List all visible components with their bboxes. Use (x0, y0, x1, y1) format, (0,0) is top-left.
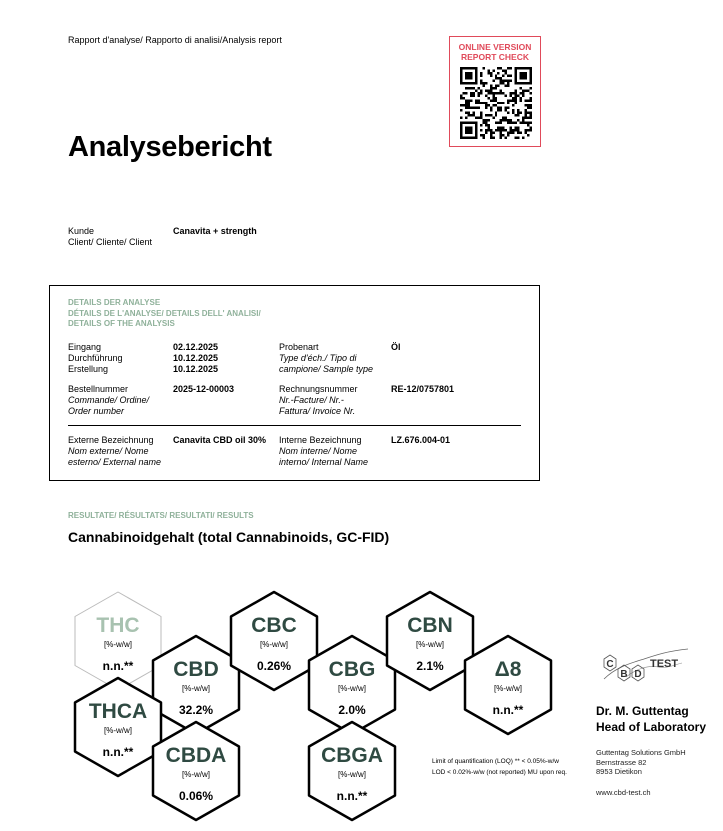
cannabinoid-value: 0.06% (178, 789, 214, 803)
details-heading-line3: DETAILS OF THE ANALYSIS (68, 319, 175, 328)
customer-label-de: Kunde (68, 226, 95, 236)
cannabinoid-unit: [%-w/w] (182, 770, 210, 779)
signatory-role: Head of Laboratory (596, 720, 707, 734)
results-title: Cannabinoidgehalt (total Cannabinoids, GC-FID) (68, 529, 390, 545)
executed-value: 10.12.2025 (173, 353, 219, 363)
qr-label (450, 42, 540, 62)
created-label: Erstellung (68, 364, 109, 374)
sample-type-label-de: Probenart (279, 342, 319, 352)
qr-code-icon[interactable] (460, 67, 532, 139)
loq-note-line1: Limit of quantification (LOQ) ** < 0.05%-w/w (432, 758, 559, 765)
signatory (596, 703, 706, 735)
invoice-value: RE-12/0757801 (391, 384, 455, 394)
cannabinoid-value: n.n.** (102, 659, 134, 673)
invoice-label (279, 384, 358, 417)
online-version-qr-box[interactable] (449, 36, 541, 147)
loq-note (432, 756, 567, 778)
details-heading (68, 298, 261, 330)
cannabinoid-unit: [%-w/w] (104, 640, 132, 649)
cbd-test-logo (596, 645, 696, 690)
signatory-name: Dr. M. Guttentag (596, 704, 689, 718)
page-title: Analysebericht (68, 131, 272, 163)
internal-name-label-it1: Nom interne/ Nome (279, 446, 358, 456)
details-heading-line2: DÉTAILS DE L'ANALYSE/ DETAILS DELL' ANALISI/ (68, 308, 261, 318)
created-value: 10.12.2025 (173, 364, 219, 374)
logo-word-test: TEST (650, 658, 679, 670)
sample-type-label-it1: Type d'éch./ Tipo di (279, 353, 357, 363)
cannabinoid-value: 32.2% (178, 703, 214, 717)
sample-type-label-it2: campione/ Sample type (279, 364, 374, 374)
logo-letter-b: B (620, 669, 628, 680)
external-name-label-it2: esterno/ External name (68, 457, 162, 467)
cannabinoid-hex-cbda (147, 716, 245, 826)
logo-letter-d: D (634, 669, 642, 680)
company-street: Bernstrasse 82 (596, 757, 647, 767)
company-city: 8953 Dietikon (596, 767, 642, 776)
dates-values (173, 342, 218, 375)
order-label (68, 384, 149, 417)
cannabinoid-unit: [%-w/w] (494, 684, 522, 693)
received-value: 02.12.2025 (173, 342, 219, 352)
customer-label (68, 226, 152, 248)
logo-letter-c: C (606, 659, 614, 670)
dates-labels (68, 342, 123, 375)
cannabinoid-name: THCA (88, 700, 148, 723)
cannabinoid-name: CBGA (321, 744, 383, 767)
company-website-link[interactable]: www.cbd-test.ch (596, 788, 651, 797)
cannabinoid-name: CBDA (165, 744, 227, 767)
cannabinoid-value: 2.1% (416, 659, 444, 673)
loq-note-line2: LOD < 0.02%-w/w (not reported) MU upon req. (432, 769, 567, 776)
internal-name-label (279, 435, 368, 468)
cannabinoid-value: n.n.** (102, 745, 134, 759)
cannabinoid-unit: [%-w/w] (416, 640, 444, 649)
internal-name-value: LZ.676.004-01 (391, 435, 451, 445)
cannabinoid-value: n.n.** (336, 789, 368, 803)
cannabinoid-hex-8 (459, 630, 557, 740)
results-heading: RESULTATE/ RÉSULTATS/ RESULTATI/ RESULTS (68, 511, 254, 520)
cannabinoid-name: THC (96, 614, 140, 637)
cannabinoid-unit: [%-w/w] (338, 770, 366, 779)
invoice-label-it1: Nr.-Facture/ Nr.- (279, 395, 344, 405)
qr-label-line2: REPORT CHECK (460, 52, 529, 62)
executed-label: Durchführung (68, 353, 123, 363)
cannabinoid-hex-cbga (303, 716, 401, 826)
sample-type-value: Öl (391, 342, 401, 352)
cannabinoid-unit: [%-w/w] (182, 684, 210, 693)
customer-label-multi: Client/ Cliente/ Client (68, 237, 153, 247)
sample-type-label (279, 342, 373, 375)
internal-name-label-de: Interne Bezeichnung (279, 435, 362, 445)
internal-name-label-it2: interno/ Internal Name (279, 457, 369, 467)
details-divider (68, 425, 521, 426)
cannabinoid-name: CBD (173, 658, 219, 681)
cannabinoid-unit: [%-w/w] (338, 684, 366, 693)
cannabinoid-name: CBN (407, 614, 453, 637)
order-label-de: Bestellnummer (68, 384, 129, 394)
order-label-it2: Order number (68, 406, 125, 416)
report-type-line: Rapport d'analyse/ Rapporto di analisi/Analysis report (68, 35, 282, 45)
qr-label-line1: ONLINE VERSION (458, 42, 532, 52)
external-name-label-it1: Nom externe/ Nome (68, 446, 149, 456)
external-name-label-de: Externe Bezeichnung (68, 435, 154, 445)
customer-value: Canavita + strength (173, 226, 257, 236)
invoice-label-it2: Fattura/ Invoice Nr. (279, 406, 356, 416)
cannabinoid-value: n.n.** (492, 703, 524, 717)
company-address (596, 748, 686, 777)
order-label-it1: Commande/ Ordine/ (68, 395, 150, 405)
cannabinoid-unit: [%-w/w] (260, 640, 288, 649)
received-label: Eingang (68, 342, 102, 352)
cannabinoid-name: CBC (251, 614, 297, 637)
cannabinoid-unit: [%-w/w] (104, 726, 132, 735)
cannabinoid-name: CBG (328, 658, 376, 681)
invoice-label-de: Rechnungsnummer (279, 384, 358, 394)
company-name: Guttentag Solutions GmbH (596, 748, 686, 757)
external-name-label (68, 435, 161, 468)
cannabinoid-value: 0.26% (256, 659, 292, 673)
cannabinoid-value: 2.0% (338, 703, 366, 717)
external-name-value: Canavita CBD oil 30% (173, 435, 267, 445)
order-value: 2025-12-00003 (173, 384, 235, 394)
details-heading-line1: DETAILS DER ANALYSE (68, 298, 161, 307)
cannabinoid-name: Δ8 (494, 658, 522, 681)
